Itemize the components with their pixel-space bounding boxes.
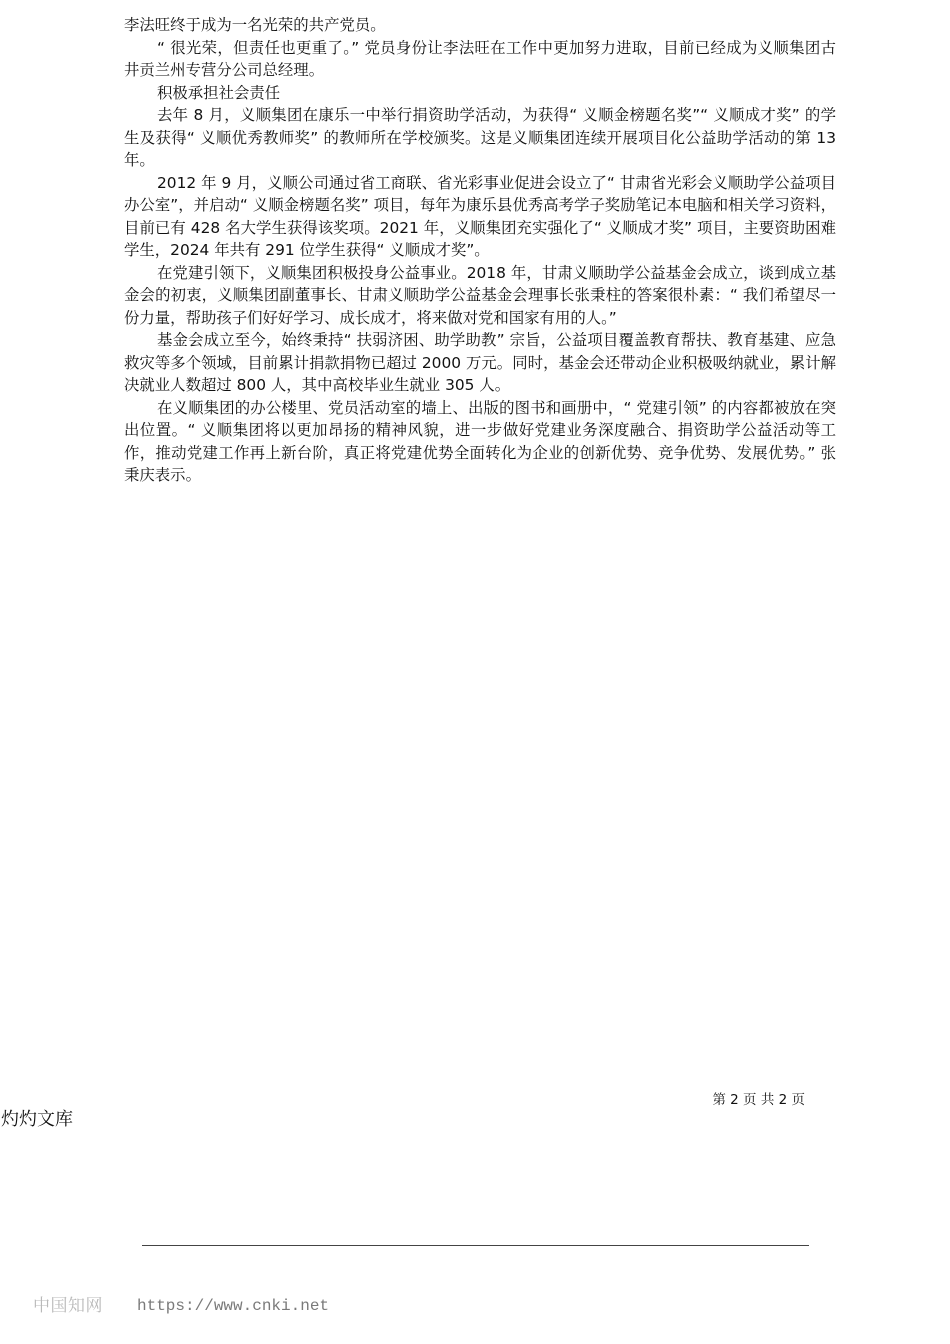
article-paragraph: 李法旺终于成为一名光荣的共产党员。 bbox=[124, 16, 386, 34]
article-paragraph: 在义顺集团的办公楼里、党员活动室的墙上、出版的图书和画册中，“ 党建引领” 的内容都被放在突出位置。“ 义顺集团将以更加昂扬的精神风貌，进一步做好党建业务深度融合、捐资助学公益活动等工作，推动党建工作再上新台阶，真正将党建优势全面转化为企业的创新优势、竞争优势、发展优势。” 张秉庆表示。 bbox=[124, 398, 836, 484]
article-paragraph: 2012 年 9 月，义顺公司通过省工商联、省光彩事业促进会设立了“ 甘肃省光彩会义顺助学公益项目办公室”，并启动“ 义顺金榜题名奖” 项目，每年为康乐县优秀高考学子奖励笔记本电脑和相关学习资料，目前已有 428 名大学生获得该奖项。2021 年，义顺集团充实强化了“ 义顺成才奖” 项目，主要资助困难学生，2024 年共有 291 位学生获得“ 义顺成才奖”。 bbox=[124, 173, 836, 259]
article-paragraph: “ 很光荣，但责任也更重了。” 党员身份让李法旺在工作中更加努力进取，目前已经成为义顺集团古井贡兰州专营分公司总经理。 bbox=[124, 38, 836, 79]
footer-source-label: 中国知网 bbox=[33, 1296, 103, 1316]
article-paragraph: 去年 8 月，义顺集团在康乐一中举行捐资助学活动，为获得“ 义顺金榜题名奖”“ 义顺成才奖” 的学生及获得“ 义顺优秀教师奖” 的教师所在学校颁奖。这是义顺集团连续开展项目化公益助学活动的第 13 年。 bbox=[124, 106, 836, 169]
article-paragraph: 在党建引领下，义顺集团积极投身公益事业。2018 年，甘肃义顺助学公益基金会成立，谈到成立基金会的初衷，义顺集团副董事长、甘肃义顺助学公益基金会理事长张秉柱的答案很朴素：“ 我们希望尽一份力量，帮助孩子们好好学习、成长成才，将来做对党和国家有用的人。” bbox=[124, 263, 836, 327]
footer-divider bbox=[142, 1245, 809, 1246]
article-paragraph: 基金会成立至今，始终秉持“ 扶弱济困、助学助教” 宗旨，公益项目覆盖教育帮扶、教育基建、应急救灾等多个领域，目前累计捐款捐物已超过 2000 万元。同时，基金会还带动企业积极吸纳就业，累计解决就业人数超过 800 人，其中高校毕业生就业 305 人。 bbox=[124, 331, 836, 394]
library-watermark: 灼灼文库 bbox=[1, 1109, 73, 1130]
page-number: 第 2 页 共 2 页 bbox=[712, 1092, 805, 1108]
footer-url-link[interactable]: https://www.cnki.net bbox=[137, 1297, 330, 1315]
section-heading: 积极承担社会责任 bbox=[157, 83, 281, 102]
article-body bbox=[124, 14, 836, 487]
